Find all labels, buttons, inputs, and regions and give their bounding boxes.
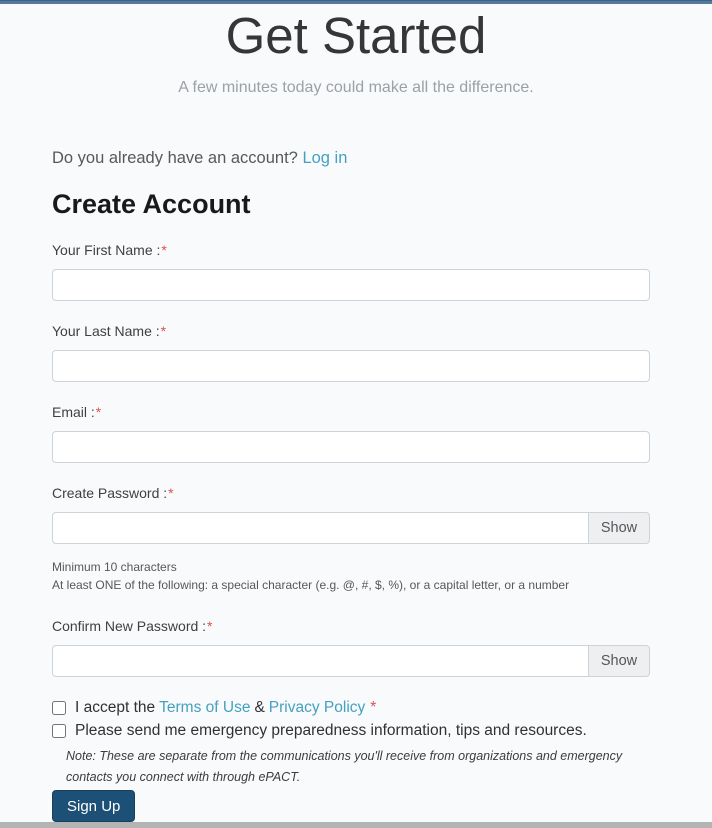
login-prompt [52, 149, 650, 168]
email-label [52, 404, 650, 421]
confirm-password-show-button[interactable]: Show [588, 645, 650, 677]
password-hints [52, 558, 650, 594]
log-in-link[interactable]: Log in [302, 149, 348, 167]
required-asterisk: * [161, 242, 167, 258]
password-hint-complexity: At least ONE of the following: a special character (e.g. @, #, $, %), or a capital letter, or a number [52, 578, 570, 592]
terms-checkbox-label [75, 699, 376, 717]
first-name-input[interactable] [52, 269, 650, 301]
first-name-label [52, 242, 650, 259]
last-name-label [52, 323, 650, 340]
last-name-input[interactable] [52, 350, 650, 382]
page-header [0, 4, 712, 97]
bottom-border-bar [0, 822, 712, 828]
form-heading: Create Account [52, 189, 251, 219]
password-input[interactable] [52, 512, 589, 544]
email-label-text: Email : [52, 404, 95, 420]
last-name-label-text: Your Last Name : [52, 323, 160, 339]
terms-of-use-link[interactable]: Terms of Use [159, 699, 251, 716]
page-subtitle: A few minutes today could make all the difference. [178, 79, 534, 96]
terms-checkbox-row [52, 699, 650, 717]
confirm-password-input[interactable] [52, 645, 589, 677]
terms-ampersand: & [254, 699, 265, 716]
first-name-label-text: Your First Name : [52, 242, 161, 258]
emergency-optin-label: Please send me emergency preparedness information, tips and resources. [75, 722, 587, 739]
password-label-text: Create Password : [52, 485, 168, 501]
required-asterisk: * [207, 618, 213, 634]
privacy-policy-link[interactable]: Privacy Policy [268, 699, 366, 716]
emergency-optin-checkbox[interactable] [52, 724, 66, 738]
confirm-password-label-text: Confirm New Password : [52, 618, 207, 634]
login-question: Do you already have an account? [52, 149, 298, 167]
email-input[interactable] [52, 431, 650, 463]
terms-checkbox[interactable] [52, 701, 66, 715]
password-hint-minimum: Minimum 10 characters [52, 560, 177, 574]
form-container [0, 149, 712, 822]
communications-note: Note: These are separate from the communications you'll receive from organizations and emergency contacts you connect with through ePACT. [66, 749, 623, 784]
confirm-password-label [52, 618, 650, 635]
required-asterisk: * [160, 323, 167, 339]
password-label [52, 485, 650, 502]
terms-prefix-text: I accept the [75, 699, 156, 716]
password-show-button[interactable]: Show [588, 512, 650, 544]
sign-up-button[interactable]: Sign Up [52, 790, 135, 822]
confirm-password-input-group [52, 645, 650, 677]
page-title: Get Started [225, 7, 487, 64]
password-input-group [52, 512, 650, 544]
required-asterisk: * [168, 485, 174, 501]
required-asterisk: * [95, 404, 102, 420]
required-asterisk: * [370, 699, 377, 716]
emergency-optin-row [52, 722, 650, 740]
